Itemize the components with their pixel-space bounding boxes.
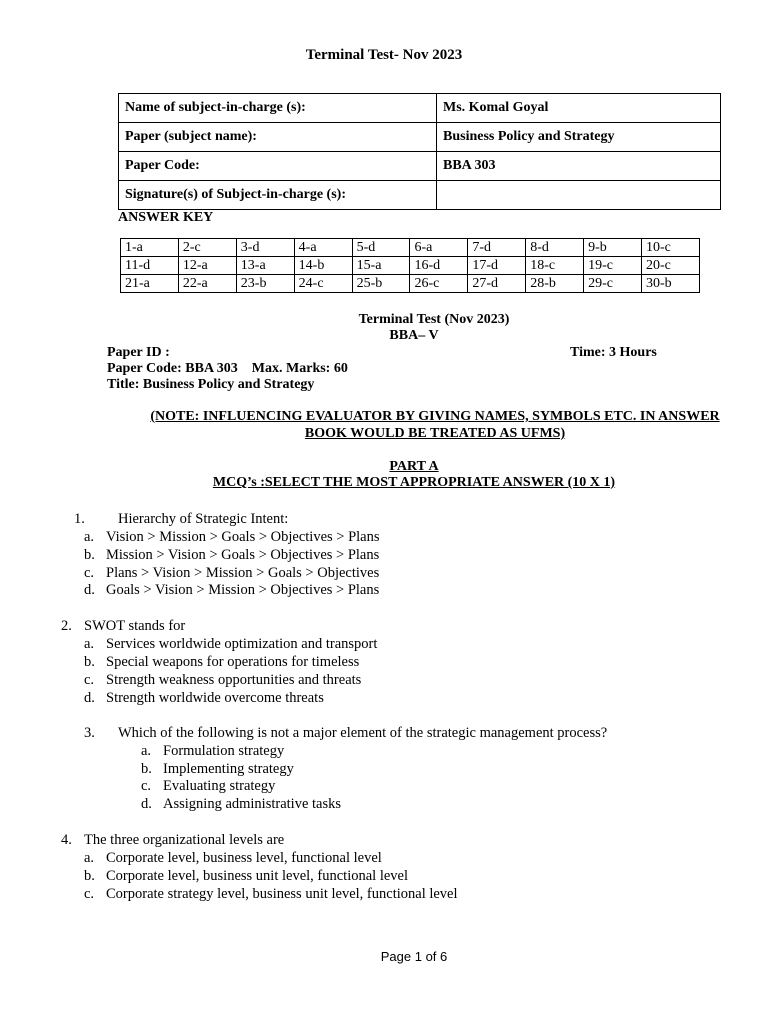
answer-key-title: ANSWER KEY [118, 210, 214, 225]
answer-key-table [120, 238, 700, 293]
answer-cell: 10-c [642, 239, 700, 257]
option-item [141, 796, 341, 813]
option-letter: d. [84, 690, 95, 706]
option-text: Corporate level, business level, functional level [106, 850, 382, 866]
answer-cell: 2-c [178, 239, 236, 257]
table-row [121, 275, 700, 293]
option-letter: c. [84, 672, 95, 688]
question-text: Hierarchy of Strategic Intent: [118, 511, 289, 527]
document-title: Terminal Test- Nov 2023 [305, 47, 463, 63]
option-letter: a. [84, 529, 95, 545]
info-value: Business Policy and Strategy [437, 123, 721, 152]
answer-cell: 4-a [294, 239, 352, 257]
option-letter: c. [84, 565, 95, 581]
option-text: Evaluating strategy [163, 778, 276, 794]
option-item [84, 636, 377, 653]
answer-cell: 16-d [410, 257, 468, 275]
option-letter: b. [84, 547, 95, 563]
option-text: Mission > Vision > Goals > Objectives > Plans [106, 547, 380, 563]
answer-cell: 14-b [294, 257, 352, 275]
option-letter: a. [141, 743, 152, 759]
part-heading: PART A [389, 459, 439, 474]
table-row [119, 123, 721, 152]
option-text: Special weapons for operations for timeless [106, 654, 360, 670]
option-text: Goals > Vision > Mission > Objectives > Plans [106, 582, 380, 598]
option-item [141, 778, 275, 795]
answer-cell: 7-d [468, 239, 526, 257]
signature-field [437, 181, 721, 210]
table-row [121, 239, 700, 257]
option-item [84, 547, 379, 564]
table-row [119, 94, 721, 123]
answer-cell: 12-a [178, 257, 236, 275]
option-text: Implementing strategy [163, 761, 294, 777]
answer-cell: 3-d [236, 239, 294, 257]
answer-cell: 22-a [178, 275, 236, 293]
class-title: BBA– V [389, 328, 439, 343]
paper-title: Terminal Test (Nov 2023) [358, 312, 510, 327]
answer-cell: 13-a [236, 257, 294, 275]
option-item [84, 529, 380, 546]
option-text: Plans > Vision > Mission > Goals > Objectives [106, 565, 380, 581]
answer-cell: 18-c [526, 257, 584, 275]
option-text: Assigning administrative tasks [163, 796, 342, 812]
info-label: Paper Code: [119, 152, 437, 181]
page-number: Page 1 of 6 [380, 949, 448, 964]
option-letter: a. [84, 636, 95, 652]
note-line-2: BOOK WOULD BE TREATED AS UFMS) [304, 426, 566, 441]
question-number: 2. [61, 618, 72, 634]
answer-cell: 28-b [526, 275, 584, 293]
option-item [84, 850, 382, 867]
question-text: SWOT stands for [84, 618, 186, 634]
info-label: Name of subject-in-charge (s): [119, 94, 437, 123]
question-number: 3. [84, 725, 95, 741]
time-limit: Time: 3 Hours [570, 345, 657, 360]
answer-cell: 5-d [352, 239, 410, 257]
answer-cell: 26-c [410, 275, 468, 293]
option-item [84, 886, 458, 903]
answer-cell: 29-c [584, 275, 642, 293]
option-item [84, 565, 379, 582]
option-text: Corporate strategy level, business unit level, functional level [106, 886, 458, 902]
option-item [141, 743, 284, 760]
option-item [84, 672, 361, 689]
answer-cell: 20-c [642, 257, 700, 275]
question-text: Which of the following is not a major element of the strategic management process? [118, 725, 608, 741]
option-item [141, 761, 294, 778]
info-label: Signature(s) of Subject-in-charge (s): [119, 181, 437, 210]
answer-cell: 21-a [121, 275, 179, 293]
option-item [84, 582, 379, 599]
answer-cell: 9-b [584, 239, 642, 257]
table-row [121, 257, 700, 275]
mcq-heading: MCQ’s :SELECT THE MOST APPROPRIATE ANSWER (10 X 1) [212, 475, 616, 490]
table-row [119, 181, 721, 210]
option-letter: c. [84, 886, 95, 902]
answer-cell: 1-a [121, 239, 179, 257]
option-letter: d. [84, 582, 95, 598]
question-number: 4. [61, 832, 72, 848]
info-value: BBA 303 [437, 152, 721, 181]
option-text: Services worldwide optimization and transport [106, 636, 378, 652]
option-letter: b. [141, 761, 152, 777]
answer-cell: 11-d [121, 257, 179, 275]
answer-cell: 6-a [410, 239, 468, 257]
answer-cell: 27-d [468, 275, 526, 293]
answer-cell: 15-a [352, 257, 410, 275]
answer-cell: 23-b [236, 275, 294, 293]
option-text: Strength worldwide overcome threats [106, 690, 324, 706]
answer-cell: 17-d [468, 257, 526, 275]
paper-code-marks: Paper Code: BBA 303 Max. Marks: 60 [107, 361, 348, 376]
info-value: Ms. Komal Goyal [437, 94, 721, 123]
option-letter: b. [84, 654, 95, 670]
paper-id: Paper ID : [107, 345, 170, 360]
option-item [84, 690, 324, 707]
option-letter: d. [141, 796, 152, 812]
question-number: 1. [74, 511, 85, 527]
option-item [84, 654, 359, 671]
answer-cell: 25-b [352, 275, 410, 293]
note-line-1: (NOTE: INFLUENCING EVALUATOR BY GIVING NAMES, SYMBOLS ETC. IN ANSWER [150, 409, 720, 424]
option-text: Formulation strategy [163, 743, 285, 759]
info-label: Paper (subject name): [119, 123, 437, 152]
paper-subject-title: Title: Business Policy and Strategy [107, 377, 315, 392]
subject-info-table [118, 93, 721, 210]
option-text: Corporate level, business unit level, functional level [106, 868, 409, 884]
answer-cell: 19-c [584, 257, 642, 275]
question-text: The three organizational levels are [84, 832, 285, 848]
table-row [119, 152, 721, 181]
option-item [84, 868, 408, 885]
option-letter: b. [84, 868, 95, 884]
answer-cell: 24-c [294, 275, 352, 293]
answer-cell: 30-b [642, 275, 700, 293]
option-text: Strength weakness opportunities and threats [106, 672, 362, 688]
answer-cell: 8-d [526, 239, 584, 257]
option-text: Vision > Mission > Goals > Objectives > Plans [106, 529, 380, 545]
option-letter: a. [84, 850, 95, 866]
option-letter: c. [141, 778, 152, 794]
